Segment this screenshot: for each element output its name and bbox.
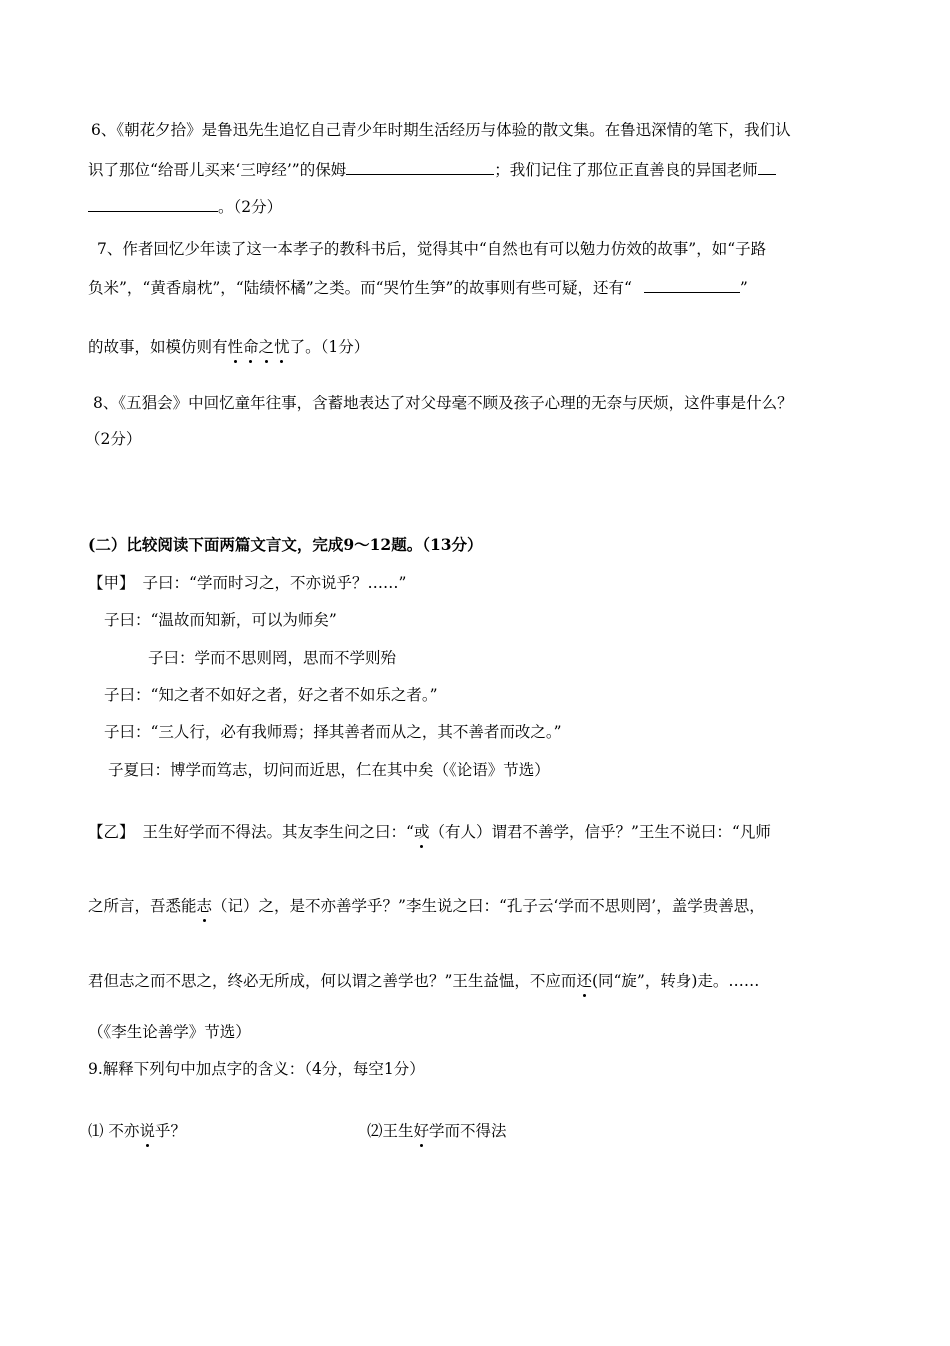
jia-label: 【甲】 — [88, 574, 135, 592]
jia-line-4: 子曰：“知之者不如好之者，好之者不如乐之者。” — [104, 686, 438, 704]
q6-answer-blank-1[interactable] — [346, 158, 494, 175]
q6-line-2-text-b: ；我们记住了那位正直善良的异国老师 — [494, 161, 758, 179]
q7-line-2-text-b: ” — [739, 279, 748, 297]
q9-item-2-text-b: 学而不得法 — [429, 1122, 507, 1140]
q7-dotted-char: 之 — [258, 338, 275, 356]
jia-line-2: 子曰：“温故而知新，可以为师矣” — [104, 611, 337, 629]
yi-text-3b: (同“旋”，转身)走。…… — [591, 972, 760, 990]
jia-line-3: 子曰：学而不思则罔，思而不学则殆 — [148, 649, 397, 667]
q7-dotted-char: 性 — [227, 338, 244, 356]
yi-text-2a: 之所言，吾悉能 — [88, 897, 197, 915]
yi-dotted-char: 志 — [196, 897, 213, 915]
q6-line-3 — [88, 195, 282, 218]
yi-dotted-char: 还 — [576, 972, 592, 990]
yi-text-2b: （记）之，是不亦善学乎？”李生说之曰：“孔子云‘学而不思则罔’，盖学贵善思， — [212, 897, 765, 915]
q6-line-3-text: 。（2分） — [218, 198, 283, 216]
q9-item-1-text-a: ⑴ 不亦 — [88, 1122, 140, 1140]
yi-text-3a: 君但志之而不思之，终必无所成，何以谓之善学也？”王生益愠，不应而 — [88, 972, 577, 990]
q6-answer-blank-2b[interactable] — [88, 195, 218, 212]
q7-line-3 — [88, 336, 369, 358]
yi-line-3 — [88, 970, 759, 992]
yi-text-1a: 王生好学而不得法。其友李生问之曰：“ — [142, 823, 414, 841]
q9-item-2-text-a: ⑵王生 — [367, 1122, 414, 1140]
q6-answer-blank-2a[interactable] — [758, 158, 776, 175]
q7-line-3-text-a: 的故事，如模仿则有 — [88, 338, 228, 356]
jia-text-1: 子曰：“学而时习之，不亦说乎？……” — [142, 574, 407, 592]
q7-line-2 — [88, 276, 748, 299]
q9-prompt: 9.解释下列句中加点字的含义：（4分，每空1分） — [88, 1060, 425, 1078]
jia-line-6: 子夏曰：博学而笃志，切问而近思，仁在其中矣（《论语》节选） — [108, 761, 550, 779]
q7-line-1: 7、作者回忆少年读了这一本孝子的教科书后，觉得其中“自然也有可以勉力仿效的故事”，如“子路 — [97, 240, 767, 258]
q9-item-2 — [367, 1120, 507, 1142]
q6-line-2-text-a: 识了那位“给哥儿买来‘三哼经’”的保姆 — [88, 161, 347, 179]
yi-text-1b: （有人）谓君不善学，信乎？”王生不说曰：“凡师 — [429, 823, 771, 841]
jia-line-1 — [88, 572, 406, 594]
q8-line-1: 8、《五猖会》中回忆童年往事，含蓄地表达了对父母毫不顾及孩子心理的无奈与厌烦，这件事是什么？ — [93, 394, 793, 412]
jia-line-5: 子曰：“三人行，必有我师焉；择其善者而从之，其不善者而改之。” — [104, 723, 562, 741]
q7-line-3-text-b: 了。（1分） — [289, 338, 370, 356]
yi-label: 【乙】 — [88, 823, 135, 841]
q9-dotted-char: 说 — [139, 1122, 155, 1140]
q8-line-2: （2分） — [85, 430, 142, 448]
yi-line-1 — [88, 821, 771, 843]
section-heading: (二）比较阅读下面两篇文言文，完成9～12题。（13分） — [88, 535, 483, 554]
q7-answer-blank[interactable] — [644, 276, 740, 293]
q6-line-2 — [88, 158, 776, 181]
q7-dotted-char: 命 — [243, 338, 259, 356]
q7-dotted-char: 忧 — [274, 338, 290, 356]
q6-line-1: 6、《朝花夕拾》是鲁迅先生追忆自己青少年时期生活经历与体验的散文集。在鲁迅深情的笔下，我们认 — [91, 121, 791, 139]
yi-dotted-char: 或 — [413, 823, 430, 841]
q7-line-2-text-a: 负米”，“黄香扇枕”，“陆绩怀橘”之类。而“哭竹生笋”的故事则有些可疑，还有“ — [88, 279, 632, 297]
q9-item-1-text-b: 乎？ — [154, 1122, 186, 1140]
q9-dotted-char: 好 — [413, 1122, 430, 1140]
q9-item-1 — [88, 1120, 186, 1142]
yi-source: （《李生论善学》节选） — [88, 1023, 251, 1041]
yi-line-2 — [88, 895, 765, 917]
